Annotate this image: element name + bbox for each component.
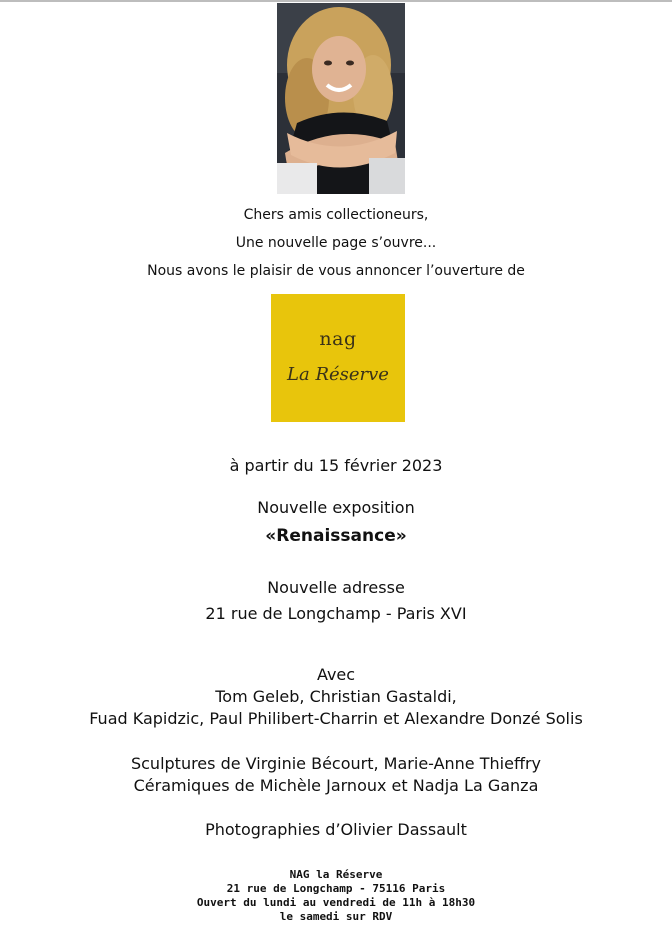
opening-date: à partir du 15 février 2023 — [229, 456, 443, 475]
top-divider — [0, 0, 672, 2]
footer-hours: Ouvert du lundi au vendredi de 11h à 18h30 — [196, 896, 476, 909]
portrait-photo — [277, 3, 405, 194]
artists-line-2: Fuad Kapidzic, Paul Philibert-Charrin et Alexandre Donzé Solis — [89, 709, 583, 728]
intro-line-2: Une nouvelle page s’ouvre... — [235, 235, 437, 251]
footer-address: 21 rue de Longchamp - 75116 Paris — [226, 882, 446, 895]
greeting-text: Chers amis collectioneurs, — [243, 207, 429, 223]
footer-gallery-name: NAG la Réserve — [289, 868, 383, 881]
sculptures-line: Sculptures de Virginie Bécourt, Marie-Anne Thieffry — [130, 754, 542, 773]
exhibition-title: «Renaissance» — [265, 526, 407, 546]
artists-line-1: Tom Geleb, Christian Gastaldi, — [215, 687, 457, 706]
exhibition-label: Nouvelle exposition — [257, 498, 415, 517]
gallery-address: 21 rue de Longchamp - Paris XVI — [205, 604, 467, 623]
footer-saturday: le samedi sur RDV — [279, 910, 393, 923]
ceramiques-line: Céramiques de Michèle Jarnoux et Nadja La Ganza — [133, 776, 539, 795]
logo-name-text: La Réserve — [287, 364, 389, 385]
photographies-line: Photographies d’Olivier Dassault — [205, 820, 467, 839]
intro-line-3: Nous avons le plaisir de vous annoncer l’ouverture de — [147, 263, 525, 279]
logo-brand-text: nag — [319, 328, 357, 350]
nag-la-reserve-logo — [271, 294, 405, 422]
artists-intro: Avec — [316, 665, 356, 684]
address-label: Nouvelle adresse — [267, 578, 405, 597]
